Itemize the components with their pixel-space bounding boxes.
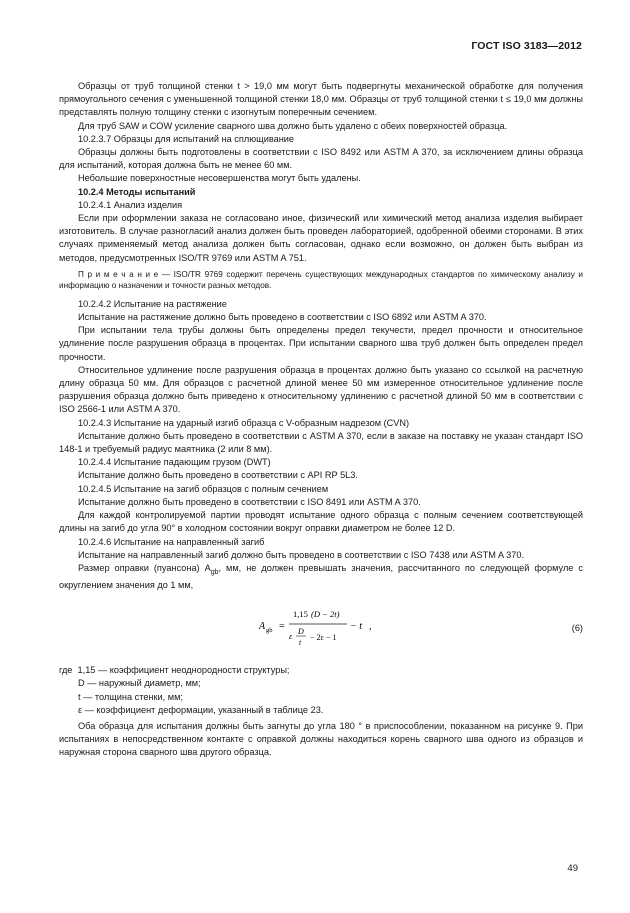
formula-minus-t: − t xyxy=(350,621,363,633)
paragraph: Образцы должны быть подготовлены в соответствии с ISO 8492 или ASTM A 370, за исключением длины образца для испытаний, которая должна быть не менее 60 мм. xyxy=(59,147,583,171)
paragraph: Испытание должно быть проведено в соответствии с ASTM A 370, если в заказе на поставку не указан стандарт ISO 148-1 и требуемый радиус маятника (2 или 8 мм). xyxy=(59,430,583,455)
formula-lhs: A xyxy=(259,621,266,633)
paragraph: Испытание на растяжение должно быть проведено в соответствии с ISO 6892 или ASTM A 370. xyxy=(78,312,487,323)
note-label: П р и м е ч а н и е xyxy=(78,269,159,279)
paragraph: Если при оформлении заказа не согласовано иное, физический или химический метод анализа изделия выбирает изготовитель. В случае разногласий анализ должен быть проведен лабораторией, одобренной обеими сторонами. В этих случаях применяемый метод анализа должен быть согласован, однако если возможно, он должен быть выбран из методов, предусмотренных ISO/TR 9769 или ASTM A 751. xyxy=(59,213,583,263)
paragraph: Для каждой контролируемой партии проводят испытание одного образца с полным сечением соответствующей длины на загиб до угла 90° в холодном состоянии вокруг оправки диаметром не более 12 D. xyxy=(59,510,583,534)
paragraph: Оба образца для испытания должны быть загнуты до угла 180 ° в приспособлении, показанном на рисунке 9. При испытаниях в непосредственном контакте с оправкой должны находиться корень сварного шва одного из образцов и наружная сторона сварного шва другого образца. xyxy=(59,720,583,758)
paragraph: Для труб SAW и COW усиление сварного шва должно быть удалено с обеих поверхностей образца. xyxy=(78,120,508,131)
paragraph: Относительное удлинение после разрушения образца в процентах должно быть указано со ссылкой на расчетную длину образца 50 мм. Для образцов с расчетной длиной менее 50 мм измеренное относительное удлинение после разрушения образца должно быть приведено к относительному удлинению с расчетной длиной 50 мм в соответствии с ISO 2566-1 или ASTM A 370. xyxy=(59,364,583,415)
formula-number: (6) xyxy=(571,623,583,634)
formula-comma: , xyxy=(369,621,372,633)
page-number: 49 xyxy=(567,863,578,874)
variable-legend xyxy=(59,664,583,717)
clause-heading: 10.2.4.3 Испытание на ударный изгиб образца с V-образным надрезом (CVN) xyxy=(78,417,410,428)
clause-heading: 10.2.4.2 Испытание на растяжение xyxy=(78,298,227,309)
section-heading: 10.2.4 Методы испытаний xyxy=(78,186,196,197)
formula-expression xyxy=(257,602,417,656)
paragraph: При испытании тела трубы должны быть определены предел текучести, предел прочности и относительное удлинение после разрушения образца в процентах. При испытании сварного шва труб должен быть определен предел прочности. xyxy=(59,325,583,362)
legend-row: D — наружный диаметр, мм; xyxy=(78,678,201,689)
formula-inner-num: D xyxy=(298,627,304,637)
paragraph: Небольшие поверхностные несовершенства могут быть удалены. xyxy=(78,173,361,184)
formula-eq: = xyxy=(279,621,285,633)
formula-inner-den: t xyxy=(299,638,302,648)
paragraph: Испытание на направленный загиб должно быть проведено в соответствии с ISO 7438 или ASTM A 370. xyxy=(78,549,525,560)
clause-heading: 10.2.4.1 Анализ изделия xyxy=(78,199,183,210)
paragraph: Образцы от труб толщиной стенки t > 19,0 мм могут быть подвергнуты механической обработке для получения прямоугольного сечения с уменьшенной толщиной стенки 18,0 мм. Образцы от труб толщиной стенки t ≤ 19,0 мм должны представлять полную толщину стенки с изогнутым поперечным сечением. xyxy=(59,81,583,118)
formula-lhs-sub: gb xyxy=(266,627,273,635)
paragraph: Испытание должно быть проведено в соответствии с API RP 5L3. xyxy=(78,470,358,481)
legend-row: где 1,15 — коэффициент неоднородности структуры; xyxy=(59,665,290,676)
legend-row: ε — коэффициент деформации, указанный в таблице 23. xyxy=(78,704,324,715)
paragraph: Испытание должно быть проведено в соответствии с ISO 8491 или ASTM A 370. xyxy=(78,496,421,507)
clause-heading: 10.2.4.6 Испытание на направленный загиб xyxy=(78,536,265,547)
paragraph: Размер оправки (пуансона) $A_{gb}$, мм, не должен превышать значения, рассчитанного по следующей формуле с округлением значения до 1 мм, xyxy=(59,562,583,590)
note-text: — ISO/TR 9769 содержит перечень существующих международных стандартов по химическому анализу и информацию о назначении и точности разных методов. xyxy=(59,269,583,291)
clause-heading: 10.2.4.4 Испытание падающим грузом (DWT) xyxy=(78,457,271,468)
note xyxy=(59,269,583,292)
formula-coef: 1,15 xyxy=(293,609,308,620)
formula-eps: ε xyxy=(289,632,293,642)
legend-row: t — толщина стенки, мм; xyxy=(78,691,183,702)
clause-heading: 10.2.3.7 Образцы для испытаний на сплющивание xyxy=(78,133,295,144)
formula-numerator: (D − 2t) xyxy=(311,609,340,620)
clause-heading: 10.2.4.5 Испытание на загиб образцов с полным сечением xyxy=(78,483,329,494)
document-header: ГОСТ ISO 3183—2012 xyxy=(471,40,582,52)
formula-den-tail: − 2ε − 1 xyxy=(310,633,337,643)
formula-6 xyxy=(59,602,583,656)
page-body xyxy=(59,80,583,760)
